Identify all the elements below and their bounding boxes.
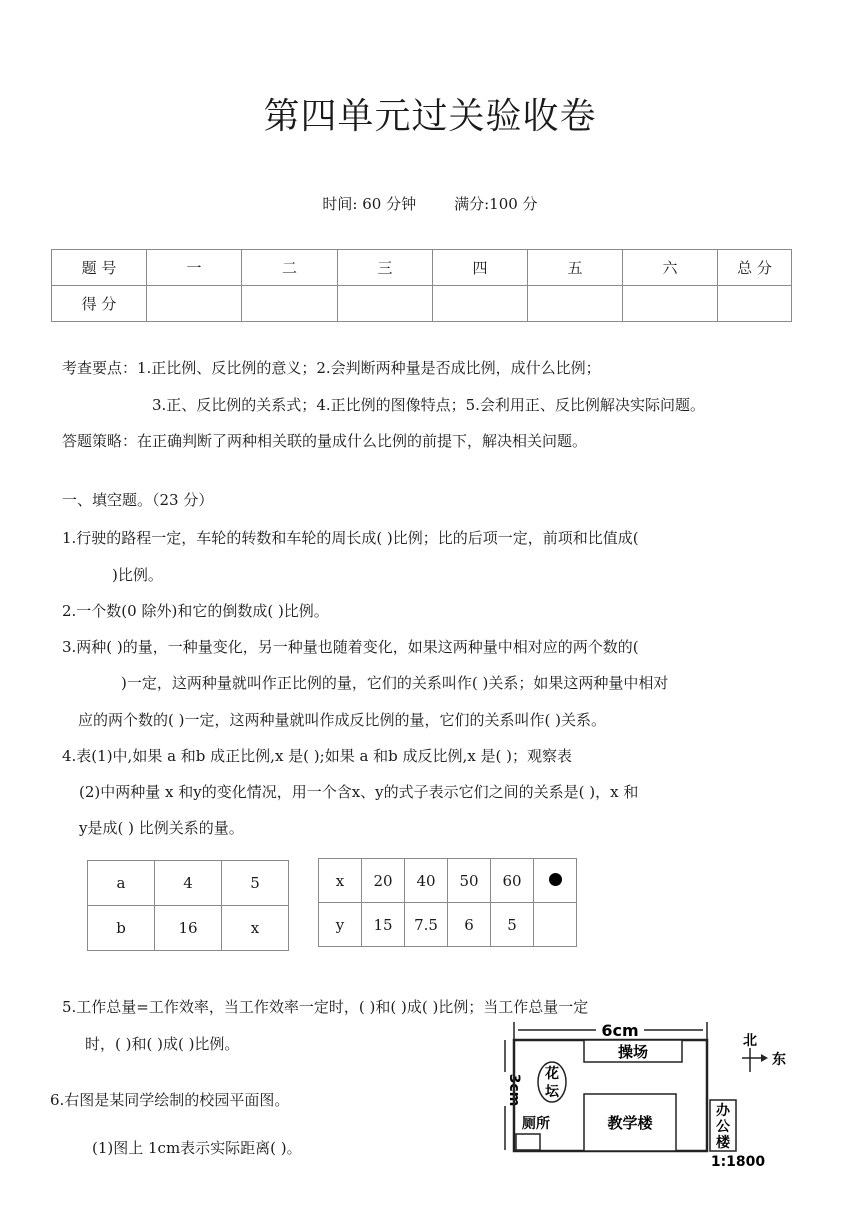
score-cell[interactable] <box>623 286 718 322</box>
page-title: 第四单元过关验收卷 <box>263 96 597 137</box>
answer-strategy: 答题策略：在正确判断了两种相关联的量成什么比例的前提下，解决相关问题。 <box>62 432 588 450</box>
score-row-label: 得 分 <box>52 286 147 322</box>
height-label: 3cm <box>506 1073 522 1107</box>
toilet <box>516 1134 540 1150</box>
table-1 <box>87 860 289 951</box>
north-label: 北 <box>743 1033 757 1049</box>
campus-map <box>498 1020 798 1176</box>
table-cell: 5 <box>491 903 534 947</box>
question-5-line1: 5.工作总量=工作效率，当工作效率一定时，( )和( )成( )比例；当工作总量一定 <box>62 998 589 1016</box>
score-header-cell: 五 <box>528 250 623 286</box>
exam-meta <box>0 193 860 214</box>
score-header-cell: 二 <box>242 250 338 286</box>
question-6-sub1: (1)图上 1cm表示实际距离( )。 <box>92 1139 302 1157</box>
score-table-header-row <box>52 250 792 286</box>
black-dot-icon <box>549 873 562 886</box>
table-row <box>88 906 289 951</box>
office-label-3: 楼 <box>716 1135 730 1151</box>
table-cell: 40 <box>405 859 448 903</box>
table-cell: 4 <box>155 861 222 906</box>
question-4-line2: (2)中两种量 x 和y的变化情况，用一个含x、y的式子表示它们之间的关系是( )，x 和 <box>79 783 639 801</box>
office-label-2: 公 <box>716 1119 730 1135</box>
table-cell: 7.5 <box>405 903 448 947</box>
table-cell: 15 <box>362 903 405 947</box>
question-1-line1: 1.行驶的路程一定，车轮的转数和车轮的周长成( )比例；比的后项一定，前项和比值成( <box>62 529 639 547</box>
east-label: 东 <box>772 1052 786 1068</box>
question-4-line3: y是成( ) 比例关系的量。 <box>79 819 244 837</box>
table-row <box>319 903 577 947</box>
score-header-cell: 题 号 <box>52 250 147 286</box>
table-cell: 6 <box>448 903 491 947</box>
question-6: 6.右图是某同学绘制的校园平面图。 <box>50 1091 290 1109</box>
teaching-building-label: 教学楼 <box>607 1114 653 1132</box>
table-cell: 16 <box>155 906 222 951</box>
score-cell[interactable] <box>433 286 528 322</box>
score-table <box>51 249 792 322</box>
table-cell <box>534 903 577 947</box>
question-3-line2: )一定，这两种量就叫作正比例的量，它们的关系叫作( )关系；如果这两种量中相对 <box>121 674 669 692</box>
full-score: 满分:100 分 <box>454 195 538 213</box>
garden-label-2: 坛 <box>545 1084 559 1100</box>
table-cell: 60 <box>491 859 534 903</box>
table-2 <box>318 858 577 947</box>
question-1-line2: )比例。 <box>112 566 163 584</box>
table-cell <box>534 859 577 903</box>
question-3-line3: 应的两个数的( )一定，这两种量就叫作成反比例的量，它们的关系叫作( )关系。 <box>78 711 606 729</box>
garden-label-1: 花 <box>545 1066 559 1082</box>
question-4-line1: 4.表(1)中,如果 a 和b 成正比例,x 是( );如果 a 和b 成反比例,x 是( )；观察表 <box>62 747 573 765</box>
table-cell: y <box>319 903 362 947</box>
question-5-line2: 时，( )和( )成( )比例。 <box>85 1035 240 1053</box>
table-cell: 20 <box>362 859 405 903</box>
score-header-cell: 总 分 <box>718 250 792 286</box>
table-cell: x <box>222 906 289 951</box>
question-3-line1: 3.两种( )的量，一种量变化，另一种量也随着变化，如果这两种量中相对应的两个数的( <box>62 638 639 656</box>
table-row <box>88 861 289 906</box>
office-label-1: 办 <box>716 1103 730 1119</box>
score-cell[interactable] <box>338 286 433 322</box>
score-cell[interactable] <box>147 286 242 322</box>
table-cell: a <box>88 861 155 906</box>
playground-label: 操场 <box>617 1043 649 1061</box>
table-row <box>319 859 577 903</box>
time-limit: 时间: 60 分钟 <box>322 195 417 213</box>
table-cell: b <box>88 906 155 951</box>
map-scale: 1:1800 <box>710 1154 766 1170</box>
score-header-cell: 四 <box>433 250 528 286</box>
exam-points-line2: 3.正、反比例的关系式；4.正比例的图像特点；5.会利用正、反比例解决实际问题。 <box>152 396 705 414</box>
score-header-cell: 一 <box>147 250 242 286</box>
table-cell: 5 <box>222 861 289 906</box>
exam-points-line1: 考查要点：1.正比例、反比例的意义；2.会判断两种量是否成比例，成什么比例； <box>62 359 601 377</box>
score-table-score-row <box>52 286 792 322</box>
score-cell[interactable] <box>242 286 338 322</box>
question-2: 2.一个数(0 除外)和它的倒数成( )比例。 <box>62 602 329 620</box>
score-header-cell: 三 <box>338 250 433 286</box>
arrow-head-icon <box>761 1054 768 1062</box>
section-heading: 一、填空题。（23 分） <box>62 491 214 509</box>
score-header-cell: 六 <box>623 250 718 286</box>
width-label: 6cm <box>601 1021 639 1040</box>
table-cell: 50 <box>448 859 491 903</box>
score-cell[interactable] <box>528 286 623 322</box>
table-cell: x <box>319 859 362 903</box>
toilet-label: 厕所 <box>522 1116 550 1132</box>
score-cell[interactable] <box>718 286 792 322</box>
